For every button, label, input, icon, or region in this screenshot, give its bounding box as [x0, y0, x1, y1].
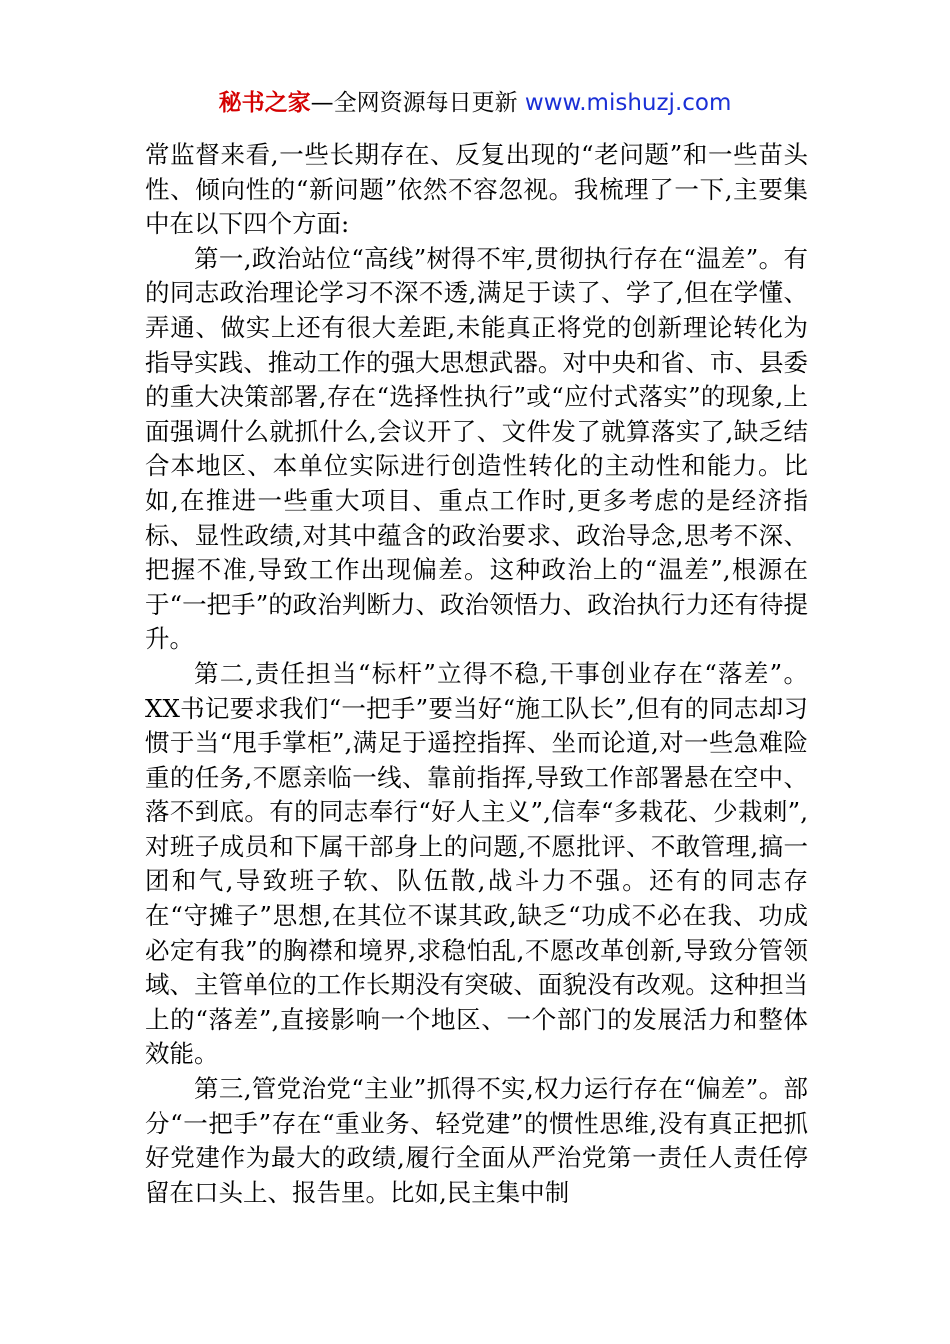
site-header	[0, 86, 950, 120]
site-brand: 秘书之家	[218, 90, 311, 116]
paragraph-first-point: 第一,政治站位“高线”树得不牢,贯彻执行存在“温差”。有的同志政治理论学习不深不透,满足于读了、学了,但在学懂、弄通、做实上还有很大差距,未能真正将党的创新理论转化为指导实践、推动工作的强大思想武器。对中央和省、市、县委的重大决策部署,存在“选择性执行”或“应付式落实”的现象,上面强调什么就抓什么,会议开了、文件发了就算落实了,缺乏结合本地区、本单位实际进行创造性转化的主动性和能力。比如,在推进一些重大项目、重点工作时,更多考虑的是经济指标、显性政绩,对其中蕴含的政治要求、政治导念,思考不深、把握不准,导致工作出现偏差。这种政治上的“温差”,根源在于“一把手”的政治判断力、政治领悟力、政治执行力还有待提升。	[145, 243, 808, 654]
paragraph-second-point: 第二,责任担当“标杆”立得不稳,干事创业存在“落差”。XX书记要求我们“一把手”要当好“施工队长”,但有的同志却习惯于当“甩手掌柜”,满足于遥控指挥、坐而论道,对一些急难险重的任务,不愿亲临一线、靠前指挥,导致工作部署悬在空中、落不到底。有的同志奉行“好人主义”,信奉“多栽花、少栽刺”,对班子成员和下属干部身上的问题,不愿批评、不敢管理,搞一团和气,导致班子软、队伍散,战斗力不强。还有的同志存在“守摊子”思想,在其位不谋其政,缺乏“功成不必在我、功成必定有我”的胸襟和境界,求稳怕乱,不愿改革创新,导致分管领域、主管单位的工作长期没有突破、面貌没有改观。这种担当上的“落差”,直接影响一个地区、一个部门的发展活力和整体效能。	[145, 658, 808, 1069]
paragraph-continued: 常监督来看,一些长期存在、反复出现的“老问题”和一些苗头性、倾向性的“新问题”依然不容忽视。我梳理了一下,主要集中在以下四个方面:	[145, 140, 808, 239]
site-tagline: —全网资源每日更新	[310, 90, 518, 116]
paragraph-third-point: 第三,管党治党“主业”抓得不实,权力运行存在“偏差”。部分“一把手”存在“重业务、轻党建”的惯性思维,没有真正把抓好党建作为最大的政绩,履行全面从严治党第一责任人责任停留在口头上、报告里。比如,民主集中制	[145, 1074, 808, 1207]
site-url-link[interactable]: www.mishuzj.com	[524, 90, 732, 116]
document-body	[145, 138, 808, 1210]
